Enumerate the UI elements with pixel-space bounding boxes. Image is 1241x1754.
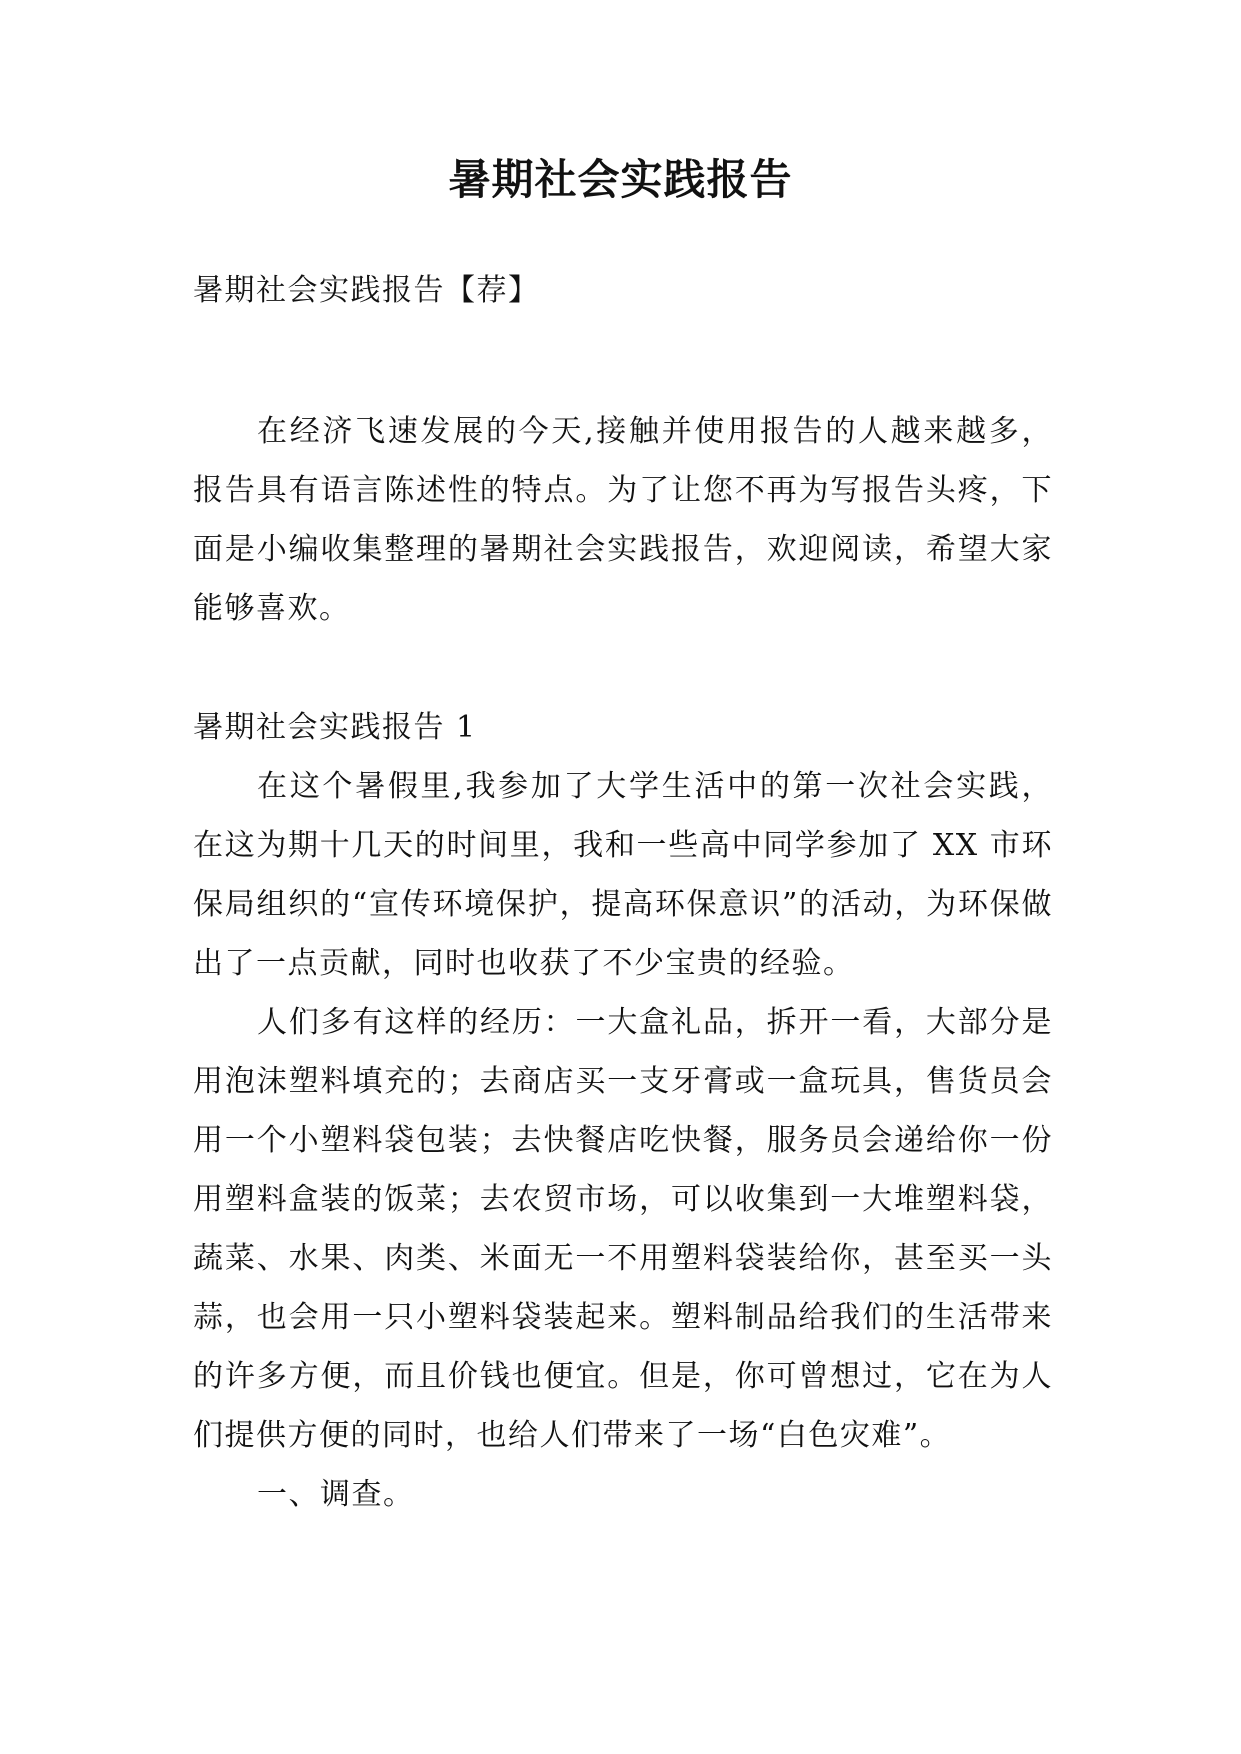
intro-paragraph: 在经济飞速发展的今天,接触并使用报告的人越来越多，报告具有语言陈述性的特点。为了让您不再为写报告头疼，下面是小编收集整理的暑期社会实践报告，欢迎阅读，希望大家能够喜欢。	[193, 414, 1053, 626]
section-heading: 暑期社会实践报告 1	[193, 710, 477, 745]
paragraph-2: 人们多有这样的经历：一大盒礼品，拆开一看，大部分是用泡沫塑料填充的；去商店买一支牙膏或一盒玩具，售货员会用一个小塑料袋包装；去快餐店吃快餐，服务员会递给你一份用塑料盒装的饭菜；去农贸市场，可以收集到一大堆塑料袋，蔬菜、水果、肉类、米面无一不用塑料袋装给你，甚至买一头蒜，也会用一只小塑料袋装起来。塑料制品给我们的生活带来的许多方便，而且价钱也便宜。但是，你可曾想过，它在为人们提供方便的同时，也给人们带来了一场“白色灾难”。	[193, 1005, 1053, 1453]
document-subtitle: 暑期社会实践报告【荐】	[193, 273, 540, 308]
document-title: 暑期社会实践报告	[448, 155, 793, 204]
paragraph-1: 在这个暑假里,我参加了大学生活中的第一次社会实践，在这为期十几天的时间里，我和一些高中同学参加了 XX 市环保局组织的“宣传环境保护，提高环保意识”的活动，为环保做出了一点贡献，同时也收获了不少宝贵的经验。	[193, 769, 1053, 981]
section-1	[193, 698, 1053, 1524]
intro-block	[193, 402, 1053, 638]
paragraph-3: 一、调查。	[257, 1477, 415, 1512]
